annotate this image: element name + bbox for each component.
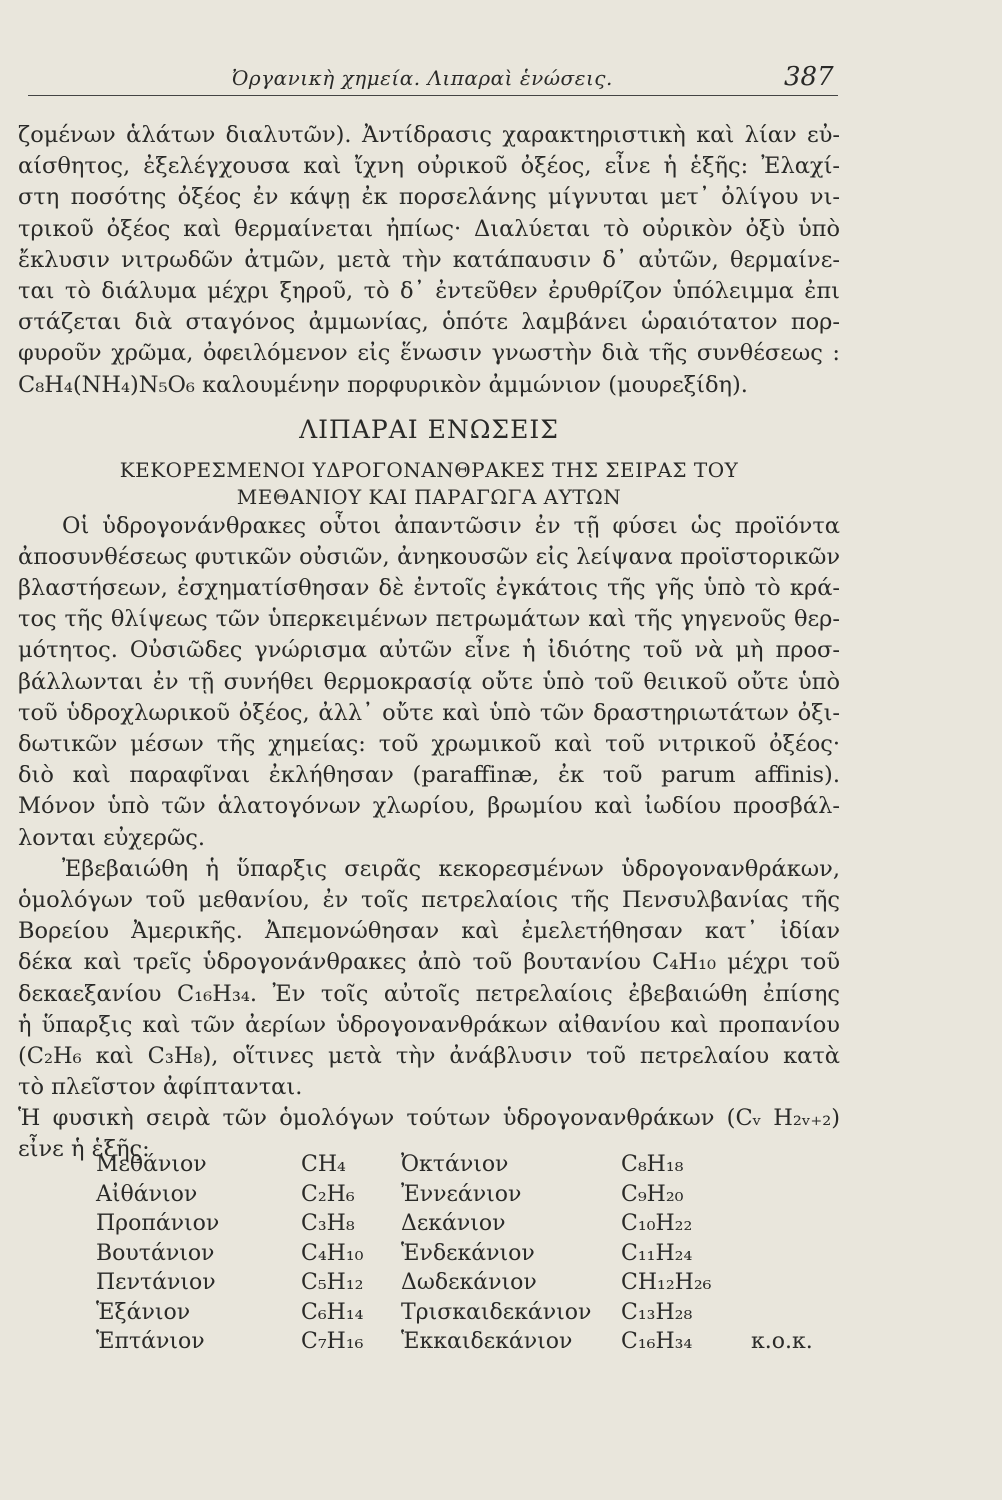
alkane-formula: C₄H₁₀ bbox=[301, 1240, 364, 1266]
table-row bbox=[96, 1298, 816, 1328]
alkane-name: Ἑκκαιδεκάνιον bbox=[401, 1329, 573, 1354]
alkane-name: Αἰθάνιον bbox=[96, 1181, 198, 1207]
text-line: εἶνε ἡ ἑξῆς: bbox=[18, 1136, 150, 1163]
alkane-formula: C₃H₈ bbox=[301, 1211, 355, 1236]
alkane-formula: C₂H₆ bbox=[301, 1181, 355, 1207]
text-line: δεκαεξανίου C₁₆H₃₄. Ἐν τοῖς αὐτοῖς πετρελαίοις ἐβεβαιώθη ἐπίσης bbox=[18, 980, 840, 1007]
table-row bbox=[96, 1180, 816, 1210]
etc-marker: κ.ο.κ. bbox=[751, 1329, 813, 1354]
table-row bbox=[96, 1327, 816, 1357]
text-line: Ἐβεβαιώθη ἡ ὕπαρξις σειρᾶς κεκορεσμένων ὑδρογονανθράκων, bbox=[62, 855, 840, 882]
text-line: ἡ ὕπαρξις καὶ τῶν ἀερίων ὑδρογονανθράκων αἰθανίου καὶ προπανίου bbox=[18, 1011, 840, 1038]
text-line: C₈H₄(NH₄)N₅O₆ καλουμένην πορφυρικὸν ἀμμώνιον (μουρεξίδη). bbox=[18, 371, 748, 398]
paragraph-pennsylvania-petroleum bbox=[18, 854, 840, 1104]
alkane-name: Ἑνδεκάνιον bbox=[401, 1240, 535, 1266]
text-line: ἔκλυσιν νιτρωδῶν ἀτμῶν, μετὰ τὴν κατάπαυσιν δ᾽ αὐτῶν, θερμαίνε- bbox=[18, 246, 840, 273]
alkane-name: Ἐννεάνιον bbox=[401, 1181, 522, 1207]
text-line: τὸ πλεῖστον ἀφίπτανται. bbox=[18, 1074, 303, 1101]
text-line: λονται εὐχερῶς. bbox=[18, 824, 206, 851]
text-line: ἀποσυνθέσεως φυτικῶν οὐσιῶν, ἀνηκουσῶν εἰς λείψανα προϊστορικῶν bbox=[18, 543, 840, 570]
alkane-formula: C₇H₁₆ bbox=[301, 1329, 364, 1354]
text-line: διὸ καὶ παραφῖναι ἐκλήθησαν (paraffinæ, ἐκ τοῦ parum affinis). bbox=[18, 762, 840, 789]
text-line: Ἡ φυσικὴ σειρὰ τῶν ὁμολόγων τούτων ὑδρογονανθράκων (Cᵥ H₂ᵥ₊₂) bbox=[18, 1105, 840, 1132]
alkane-formula: C₉H₂₀ bbox=[621, 1181, 684, 1207]
table-row bbox=[96, 1150, 816, 1180]
text-line: Οἱ ὑδρογονάνθρακες οὗτοι ἀπαντῶσιν ἐν τῇ φύσει ὡς προϊόντα bbox=[62, 512, 840, 539]
paragraph-hydrocarbons-origin bbox=[18, 511, 840, 854]
table-row bbox=[96, 1239, 816, 1269]
text-line: βλαστήσεων, ἐσχηματίσθησαν δὲ ἐντοῖς ἐγκάτοις τῆς γῆς ὑπὸ τὸ κρά- bbox=[18, 575, 840, 602]
section-title: ΛΙΠΑΡΑΙ ΕΝΩΣΕΙΣ bbox=[299, 414, 559, 444]
text-line: μότητος. Οὐσιῶδες γνώρισμα αὐτῶν εἶνε ἡ ἰδιότης τοῦ νὰ μὴ προσ- bbox=[18, 637, 840, 664]
alkane-formula: C₅H₁₂ bbox=[301, 1270, 364, 1295]
alkane-table bbox=[96, 1150, 816, 1357]
alkane-name: Δεκάνιον bbox=[401, 1211, 506, 1236]
text-line: τρικοῦ ὀξέος καὶ θερμαίνεται ἠπίως· Διαλύεται τὸ οὐρικὸν ὀξὺ ὑπὸ bbox=[18, 215, 840, 242]
text-line: αίσθητος, ἐξελέγχουσα καὶ ἴχνη οὐρικοῦ ὀξέος, εἶνε ἡ ἑξῆς: Ἐλαχί- bbox=[18, 153, 840, 180]
text-line: (C₂H₆ καὶ C₃H₈), οἵτινες μετὰ τὴν ἀνάβλυσιν τοῦ πετρελαίου κατὰ bbox=[18, 1042, 840, 1069]
text-line: Βορείου Ἀμερικῆς. Ἀπεμονώθησαν καὶ ἐμελετήθησαν κατ᾽ ἰδίαν bbox=[18, 918, 840, 945]
text-line: τοῦ ὑδροχλωρικοῦ ὀξέος, ἀλλ᾽ οὔτε καὶ ὑπὸ τῶν δραστηριωτάτων ὀξι- bbox=[18, 699, 840, 726]
alkane-name: Βουτάνιον bbox=[96, 1240, 215, 1266]
alkane-formula: CH₁₂H₂₆ bbox=[621, 1270, 712, 1295]
alkane-formula: CH₄ bbox=[301, 1152, 346, 1177]
alkane-name: Μεθάνιον bbox=[96, 1152, 207, 1177]
alkane-formula: C₁₁H₂₄ bbox=[621, 1240, 693, 1266]
alkane-name: Ἑξάνιον bbox=[96, 1299, 191, 1325]
alkane-name: Ὀκτάνιον bbox=[401, 1152, 509, 1177]
alkane-name: Πεντάνιον bbox=[96, 1270, 216, 1295]
alkane-formula: C₈H₁₈ bbox=[621, 1152, 684, 1177]
text-line: τος τῆς θλίψεως τῶν ὑπερκειμένων πετρωμάτων καὶ τῆς γηγενοῦς θερ- bbox=[18, 606, 840, 633]
text-line: Μόνον ὑπὸ τῶν ἁλατογόνων χλωρίου, βρωμίου καὶ ἰωδίου προσβάλ- bbox=[18, 793, 840, 820]
alkane-name: Τρισκαιδεκάνιον bbox=[401, 1299, 592, 1325]
section-subtitle-line: ΜΕΘΑΝΙΟΥ ΚΑΙ ΠΑΡΑΓΩΓΑ ΑΥΤΩΝ bbox=[236, 484, 622, 509]
header-rule bbox=[28, 95, 838, 96]
alkane-formula: C₁₀H₂₂ bbox=[621, 1211, 693, 1236]
text-line: δωτικῶν μέσων τῆς χημείας: τοῦ χρωμικοῦ καὶ τοῦ νιτρικοῦ ὀξέος· bbox=[18, 731, 840, 757]
table-row bbox=[96, 1268, 816, 1298]
running-title: Ὀργανικὴ χημεία. Λιπαραὶ ἑνώσεις. bbox=[232, 66, 613, 90]
text-line: ζομένων ἁλάτων διαλυτῶν). Ἀντίδρασις χαρακτηριστικὴ καὶ λίαν εὐ- bbox=[18, 122, 840, 148]
section-subtitle-line: ΚΕΚΟΡΕΣΜΕΝΟΙ ΥΔΡΟΓΟΝΑΝΘΡΑΚΕΣ ΤΗΣ ΣΕΙΡΑΣ ΤΟΥ bbox=[119, 457, 739, 482]
paragraph-uric-acid-test bbox=[18, 120, 840, 401]
text-line: ὁμολόγων τοῦ μεθανίου, ἐν τοῖς πετρελαίοις τῆς Πενσυλβανίας τῆς bbox=[18, 886, 840, 913]
alkane-formula: C₁₃H₂₈ bbox=[621, 1299, 693, 1325]
text-line: ται τὸ διάλυμα μέχρι ξηροῦ, τὸ δ᾽ ἐντεῦθεν ἐρυθρίζον ὑπόλειμμα ἐπι bbox=[18, 277, 840, 304]
text-line: στη ποσότης ὀξέος ἐν κάψῃ ἐκ πορσελάνης μίγνυται μετ᾽ ὀλίγου νι- bbox=[18, 184, 840, 211]
alkane-name: Ἑπτάνιον bbox=[96, 1329, 205, 1354]
text-line: δέκα καὶ τρεῖς ὑδρογονάνθρακες ἀπὸ τοῦ βουτανίου C₄H₁₀ μέχρι τοῦ bbox=[18, 949, 840, 976]
alkane-formula: C₆H₁₄ bbox=[301, 1299, 364, 1325]
text-line: στάζεται διὰ σταγόνος ἀμμωνίας, ὁπότε λαμβάνει ὡραιότατον πορ- bbox=[18, 309, 840, 336]
alkane-name: Δωδεκάνιον bbox=[401, 1270, 537, 1295]
alkane-formula: C₁₆H₃₄ bbox=[621, 1329, 693, 1354]
page-body bbox=[18, 120, 840, 1166]
alkane-name: Προπάνιον bbox=[96, 1211, 220, 1236]
text-line: βάλλωνται ἐν τῇ συνήθει θερμοκρασίᾳ οὔτε ὑπὸ τοῦ θειικοῦ οὔτε ὑπὸ bbox=[18, 668, 840, 695]
page-number: 387 bbox=[784, 62, 834, 92]
text-line: φυροῦν χρῶμα, ὀφειλόμενον εἰς ἕνωσιν γνωστὴν διὰ τῆς συνθέσεως : bbox=[18, 340, 840, 367]
table-row bbox=[96, 1209, 816, 1239]
